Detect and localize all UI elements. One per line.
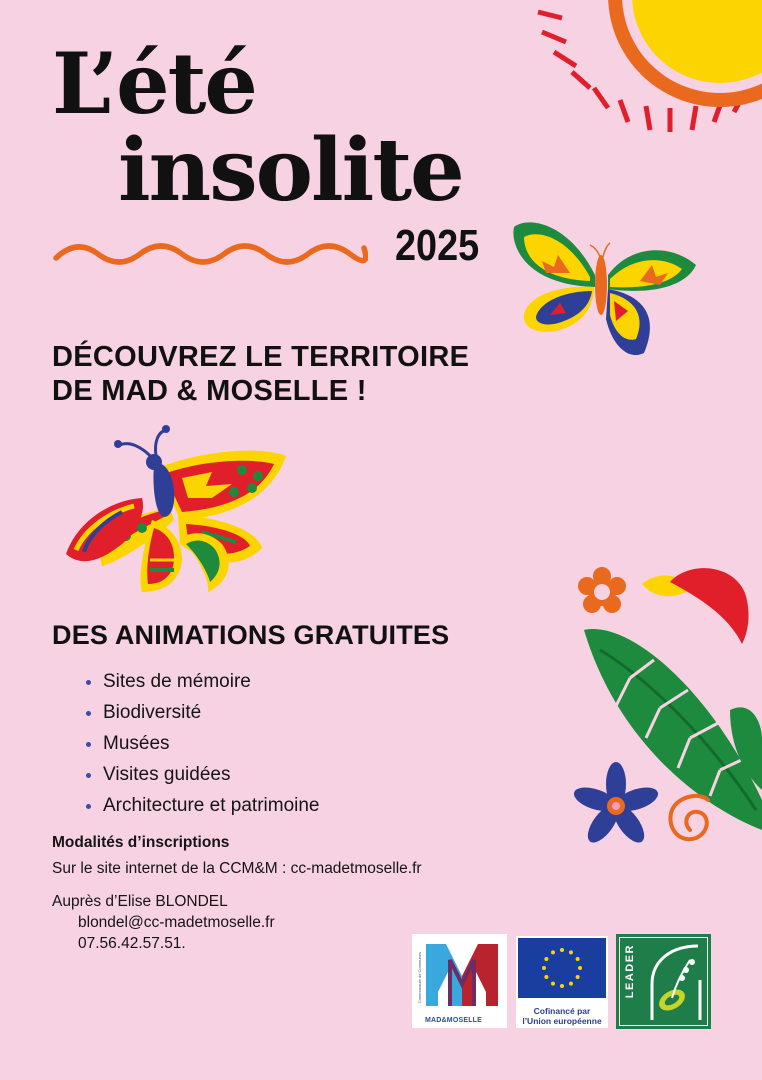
list-item [86,728,320,759]
butterfly-left [62,420,292,595]
registration-title: Modalités d’inscriptions [52,834,230,851]
bullet-icon [86,711,91,716]
list-item [86,697,320,728]
list-item [86,666,320,697]
activities-list [86,666,320,821]
bullet-icon [86,804,91,809]
registration-line: Sur le site internet de la CCM&M : cc-madetmoselle.fr [52,860,422,877]
logo-leader [616,934,711,1029]
activity-label: Visites guidées [103,764,231,785]
bullet-icon [86,680,91,685]
bullet-icon [86,742,91,747]
mm-name: MAD&MOSELLE [425,1017,483,1024]
leader-text: LEADER [624,944,636,999]
butterfly-top [510,215,700,365]
wave-underline [52,236,368,270]
eu-caption-line2: l’Union européenne [522,1016,602,1026]
contact-phone: 07.56.42.57.51. [78,935,186,952]
eu-flag-icon [518,938,606,998]
activity-label: Architecture et patrimoine [103,795,320,816]
poster-title-line2: insolite [118,120,463,221]
activity-label: Sites de mémoire [103,671,251,692]
bullet-icon [86,773,91,778]
leader-leaf-icon [642,940,708,1024]
list-item [86,790,320,821]
eu-caption-line1: Cofinancé par [533,1006,591,1016]
contact-name: Auprès d’Elise BLONDEL [52,893,228,910]
logo-mad-moselle [412,934,507,1028]
logo-eu [516,936,608,1028]
list-item [86,759,320,790]
sun-illustration [520,0,762,140]
activity-label: Musées [103,733,170,754]
mm-monogram-icon [422,940,502,1008]
flowers-illustration [560,560,762,860]
eu-caption [516,1006,608,1026]
activity-label: Biodiversité [103,702,202,723]
mm-vertical-text: Communauté de Communes [417,952,422,1004]
poster-title-line1: L’été [52,34,256,133]
animations-title: DES ANIMATIONS GRATUITES [52,620,450,650]
poster-headline: DÉCOUVREZ LE TERRITOIRE DE MAD & MOSELLE ! [52,341,470,407]
contact-email[interactable]: blondel@cc-madetmoselle.fr [78,914,275,931]
poster-year: 2025 [395,221,480,270]
